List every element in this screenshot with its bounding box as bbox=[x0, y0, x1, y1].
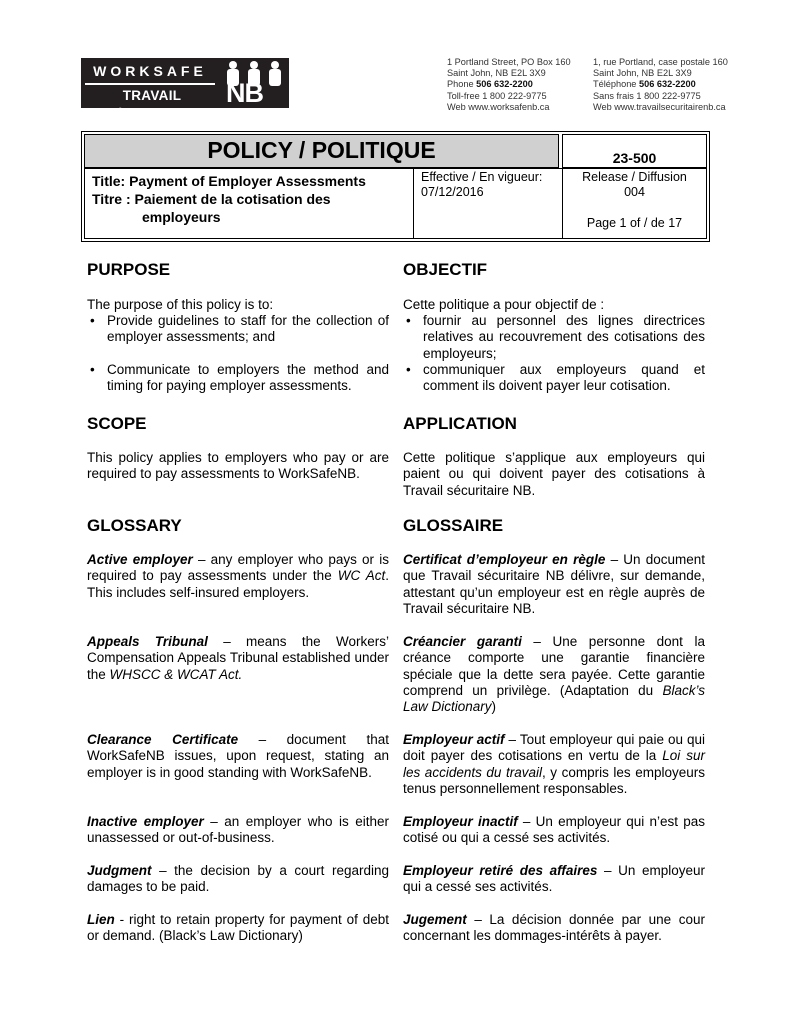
glossary-entry: Appeals Tribunal – means the Workers’ Compensation Appeals Tribunal established under the WHSCC & WCAT Act. bbox=[87, 634, 389, 682]
logo-top-text: WORKSAFE bbox=[93, 63, 207, 79]
policy-title-en: Title: Payment of Employer Assessments bbox=[92, 173, 366, 189]
purpose-bullet: • Provide guidelines to staff for the collection of employer assessments; and bbox=[87, 313, 389, 346]
glossaire-term: Employeur actif bbox=[403, 732, 505, 747]
purpose-list bbox=[87, 313, 389, 346]
application-text: Cette politique s’applique aux employeurs qui paient ou qui doivent payer des cotisations à Travail sécuritaire NB. bbox=[403, 450, 705, 498]
policy-title-fr: Titre : Paiement de la cotisation des bbox=[92, 191, 331, 207]
glossaire-term: Certificat d’employeur en règle bbox=[403, 552, 606, 567]
glossaire-term: Créancier garanti bbox=[403, 634, 522, 649]
address-en-line: Saint John, NB E2L 3X9 bbox=[447, 68, 546, 79]
logo-bottom-text: TRAVAIL SÉCURITAIRE bbox=[105, 88, 199, 123]
worksafenb-logo bbox=[81, 58, 289, 123]
glossaire-entry: Certificat d’employeur en règle – Un document que Travail sécuritaire NB délivre, sur demande, attestant qu’un employeur est en règle auprès de Travail sécuritaire NB. bbox=[403, 552, 705, 616]
glossary-entry: Active employer – any employer who pays or is required to pay assessments under the WC Act. This includes self-insured employers. bbox=[87, 552, 389, 600]
glossaire-entry: Employeur actif – Tout employeur qui paie ou qui doit payer des cotisations en vertu de la Loi sur les accidents du travail, y compris les employeurs tenus personnellement responsables. bbox=[403, 732, 706, 796]
glossary-entry: Judgment – the decision by a court regarding damages to be paid. bbox=[87, 863, 389, 895]
address-fr bbox=[593, 57, 728, 113]
policy-label: POLICY / POLITIQUE bbox=[84, 134, 559, 168]
scope-heading: SCOPE bbox=[87, 414, 147, 433]
glossaire-heading: GLOSSAIRE bbox=[403, 516, 504, 535]
page-info: Page 1 of / de 17 bbox=[586, 216, 683, 230]
purpose-intro: The purpose of this policy is to: bbox=[87, 297, 274, 312]
purpose-bullet: • Communicate to employers the method and timing for paying employer assessments. bbox=[87, 362, 389, 395]
address-fr-line: 1, rue Portland, case postale 160 bbox=[593, 57, 728, 67]
logo-nb-text: NB bbox=[226, 78, 263, 108]
glossaire-entry: Employeur inactif – Un employeur qui n’est pas cotisé ou qui a cessé ses activités. bbox=[403, 814, 705, 846]
glossary-term: Lien bbox=[87, 912, 115, 927]
objectif-bullet: • fournir au personnel des lignes directrices relatives au recouvrement des cotisations des employeurs; bbox=[403, 313, 705, 362]
objectif-heading: OBJECTIF bbox=[403, 260, 488, 279]
scope-text: This policy applies to employers who pay or are required to pay assessments to WorkSafeNB. bbox=[87, 450, 389, 482]
address-fr-phone: Téléphone 506 632-2200 bbox=[593, 79, 696, 90]
address-en-line: Toll-free 1 800 222-9775 bbox=[447, 90, 547, 101]
glossary-entry: Clearance Certificate – document that WorkSafeNB issues, upon request, stating an employer is in good standing with WorkSafeNB. bbox=[87, 732, 389, 780]
address-fr-line: Saint John, NB E2L 3X9 bbox=[593, 68, 692, 79]
logo-divider bbox=[85, 83, 215, 85]
glossary-term: Inactive employer bbox=[87, 814, 204, 829]
address-fr-line: Sans frais 1 800 222-9775 bbox=[593, 90, 701, 101]
address-en-web: Web www.worksafenb.ca bbox=[447, 101, 550, 112]
policy-number: 23-500 bbox=[562, 134, 707, 168]
glossary-entry: Lien - right to retain property for payment of debt or demand. (Black’s Law Dictionary) bbox=[87, 912, 389, 944]
release-cell bbox=[563, 170, 706, 200]
glossaire-entry: Jugement – La décision donnée par une cour concernant les dommages-intérêts à payer. bbox=[403, 912, 705, 944]
effective-label: Effective / En vigueur: bbox=[421, 170, 543, 184]
objectif-list bbox=[403, 313, 705, 394]
glossaire-entry: Créancier garanti – Une personne dont la créance comporte une garantie financière spéciale que la dette sera payée. Cette garantie comprend un privilège. (Adaptation du Black’s Law Dictionary) bbox=[403, 634, 705, 715]
address-en-line: 1 Portland Street, PO Box 160 bbox=[447, 57, 571, 67]
purpose-heading: PURPOSE bbox=[87, 260, 171, 279]
effective-date-cell bbox=[421, 170, 561, 200]
purpose-list bbox=[87, 362, 389, 395]
address-fr-web: Web www.travailsecuritairenb.ca bbox=[593, 101, 726, 112]
address-en-phone: Phone 506 632-2200 bbox=[447, 79, 533, 90]
glossaire-term: Jugement bbox=[403, 912, 467, 927]
effective-date: 07/12/2016 bbox=[421, 185, 484, 199]
cell-divider bbox=[413, 168, 414, 239]
glossary-heading: GLOSSARY bbox=[87, 516, 182, 535]
application-heading: APPLICATION bbox=[403, 414, 517, 433]
glossary-term: Appeals Tribunal bbox=[87, 634, 208, 649]
glossaire-term: Employeur inactif bbox=[403, 814, 518, 829]
glossary-term: Judgment bbox=[87, 863, 152, 878]
release-label: Release / Diffusion bbox=[582, 170, 687, 184]
objectif-bullet: • communiquer aux employeurs quand et comment ils doivent payer leur cotisation. bbox=[403, 362, 705, 395]
policy-title bbox=[92, 172, 407, 226]
glossaire-entry: Employeur retiré des affaires – Un employeur qui a cessé ses activités. bbox=[403, 863, 705, 895]
glossaire-term: Employeur retiré des affaires bbox=[403, 863, 598, 878]
policy-title-fr-cont: employeurs bbox=[142, 209, 221, 225]
release-number: 004 bbox=[624, 185, 645, 199]
glossary-entry: Inactive employer – an employer who is either unassessed or out-of-business. bbox=[87, 814, 389, 846]
glossary-term: Active employer bbox=[87, 552, 193, 567]
glossary-term: Clearance Certificate bbox=[87, 732, 239, 747]
objectif-intro: Cette politique a pour objectif de : bbox=[403, 297, 605, 312]
address-en bbox=[447, 57, 571, 113]
